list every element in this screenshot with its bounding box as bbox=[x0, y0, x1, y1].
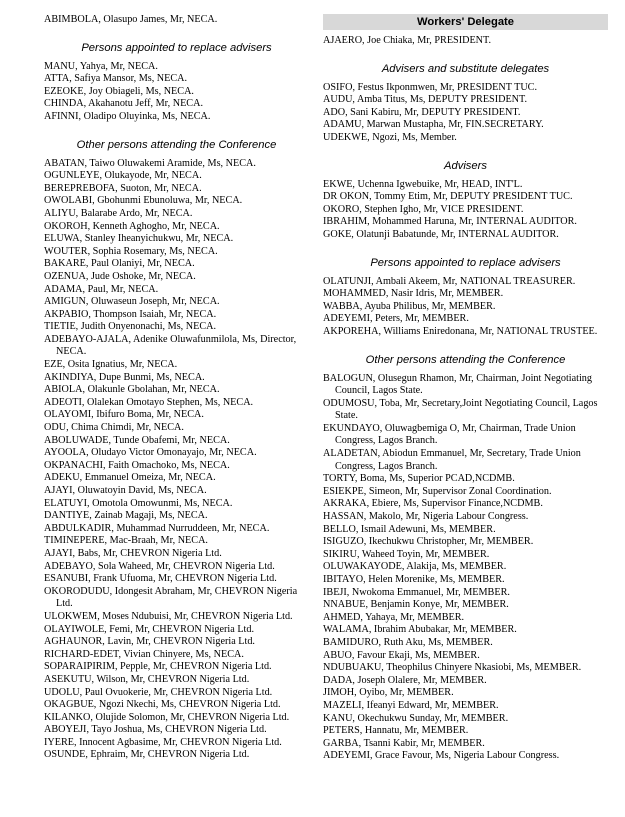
name-entry: KILANKO, Olujide Solomon, Mr, CHEVRON Nigeria Ltd. bbox=[44, 711, 290, 723]
name-entry: EZE, Osita Ignatius, Mr, NECA. bbox=[44, 359, 178, 371]
left-column bbox=[44, 14, 309, 762]
name-entry: ESIEKPE, Simeon, Mr, Supervisor Zonal Coordination. bbox=[323, 485, 552, 497]
name-entry: MAZELI, Ifeanyi Edward, Mr, MEMBER. bbox=[323, 699, 499, 711]
name-entry: WALAMA, Ibrahim Abubakar, Mr, MEMBER. bbox=[323, 624, 517, 636]
name-entry: OGUNLEYE, Olukayode, Mr, NECA. bbox=[44, 170, 202, 182]
right-other-heading: Other persons attending the Conference bbox=[365, 353, 566, 366]
name-entry: ADEKU, Emmanuel Omeiza, Mr, NECA. bbox=[44, 472, 216, 484]
name-entry: ABIOLA, Olakunle Gbolahan, Mr, NECA. bbox=[44, 384, 220, 396]
name-entry: ADEOTI, Olalekan Omotayo Stephen, Ms, NECA. bbox=[44, 396, 254, 408]
name-entry: MOHAMMED, Nasir Idris, Mr, MEMBER. bbox=[323, 288, 504, 300]
name-entry: AJAYI, Oluwatoyin David, Ms, NECA. bbox=[44, 485, 207, 496]
name-entry: ELUWA, Stanley Iheanyichukwu, Mr, NECA. bbox=[44, 233, 234, 245]
name-entry: ADEYEMI, Peters, Mr, MEMBER. bbox=[323, 313, 469, 325]
name-entry: OSUNDE, Ephraim, Mr, CHEVRON Nigeria Ltd. bbox=[44, 749, 250, 761]
name-entry: AGHAUNOR, Lavin, Mr, CHEVRON Nigeria Ltd. bbox=[44, 636, 255, 648]
name-entry: ELATUYI, Omotola Omowunmi, Ms, NECA. bbox=[44, 497, 233, 509]
name-entry: JIMOH, Oyibo, Mr, MEMBER. bbox=[323, 687, 454, 699]
name-entry: OLAYOMI, Ibifuro Boma, Mr, NECA. bbox=[44, 409, 204, 421]
name-entry: ABATAN, Taiwo Oluwakemi Aramide, Ms, NECA. bbox=[44, 157, 256, 169]
name-entry: OLAYIWOLE, Femi, Mr, CHEVRON Nigeria Ltd. bbox=[44, 623, 255, 635]
name-entry: GOKE, Olatunji Babatunde, Mr, INTERNAL AUDITOR. bbox=[323, 228, 559, 240]
name-entry: TORTY, Boma, Ms, Superior PCAD,NCDMB. bbox=[323, 473, 515, 485]
name-entry: BALOGUN, Olusegun Rhamon, Mr, Chairman, Joint Negotiating Council, Lagos State. bbox=[323, 372, 592, 397]
name-entry: OKORODUDU, Idongesit Abraham, Mr, CHEVRON Nigeria Ltd. bbox=[44, 585, 298, 610]
right-replace-heading: Persons appointed to replace advisers bbox=[370, 256, 561, 269]
name-entry: SIKIRU, Waheed Toyin, Mr, MEMBER. bbox=[323, 548, 490, 560]
name-entry: DADA, Joseph Olalere, Mr, MEMBER. bbox=[323, 674, 487, 686]
name-entry: ABOYEJI, Tayo Joshua, Ms, CHEVRON Nigeria Ltd. bbox=[44, 724, 267, 736]
name-entry: OKPANACHI, Faith Omachoko, Ms, NECA. bbox=[44, 459, 230, 471]
name-entry: ADAMA, Paul, Mr, NECA. bbox=[44, 283, 159, 295]
left-replace-list bbox=[44, 61, 309, 124]
left-top-list bbox=[44, 14, 309, 27]
name-entry: BEREPREBOFA, Suoton, Mr, NECA. bbox=[44, 182, 202, 194]
name-entry: OLATUNJI, Ambali Akeem, Mr, NATIONAL TREASURER. bbox=[323, 275, 576, 287]
name-entry: KANU, Okechukwu Sunday, Mr, MEMBER. bbox=[323, 712, 509, 724]
name-entry: PETERS, Hannatu, Mr, MEMBER. bbox=[323, 725, 469, 737]
name-entry: ATTA, Safiya Mansor, Ms, NECA. bbox=[44, 73, 188, 85]
name-entry: AJAYI, Babs, Mr, CHEVRON Nigeria Ltd. bbox=[44, 547, 222, 559]
name-entry: DR OKON, Tommy Etim, Mr, DEPUTY PRESIDENT TUC. bbox=[323, 191, 573, 203]
name-entry: ESANUBI, Frank Ufuoma, Mr, CHEVRON Nigeria Ltd. bbox=[44, 573, 277, 585]
name-entry: TIETIE, Judith Onyenonachi, Ms, NECA. bbox=[44, 321, 217, 333]
right-substitutes-list bbox=[323, 82, 608, 145]
name-entry: ASEKUTU, Wilson, Mr, CHEVRON Nigeria Ltd. bbox=[44, 673, 250, 685]
name-entry: UDEKWE, Ngozi, Ms, Member. bbox=[323, 131, 457, 143]
left-other-list bbox=[44, 158, 309, 763]
name-entry: OZENUA, Jude Oshoke, Mr, NECA. bbox=[44, 270, 196, 282]
name-entry: AYOOLA, Oludayo Victor Omonayajo, Mr, NECA. bbox=[44, 447, 257, 459]
name-entry: IBRAHIM, Mohammed Haruna, Mr, INTERNAL AUDITOR. bbox=[323, 216, 577, 228]
right-advisers-heading: Advisers bbox=[444, 159, 487, 172]
name-entry: BELLO, Ismail Adewuni, Ms, MEMBER. bbox=[323, 523, 496, 535]
name-entry: ABOLUWADE, Tunde Obafemi, Mr, NECA. bbox=[44, 434, 230, 446]
name-entry: OKORO, Stephen Igho, Mr, VICE PRESIDENT. bbox=[323, 203, 524, 215]
name-entry: AFINNI, Oladipo Oluyinka, Ms, NECA. bbox=[44, 110, 211, 122]
name-entry: CHINDA, Akahanotu Jeff, Mr, NECA. bbox=[44, 98, 203, 110]
name-entry: ADEYEMI, Grace Favour, Ms, Nigeria Labour Congress. bbox=[323, 750, 560, 762]
name-entry: WABBA, Ayuba Philibus, Mr, MEMBER. bbox=[323, 300, 496, 312]
name-entry: TIMINEPERE, Mac-Braah, Mr, NECA. bbox=[44, 535, 208, 547]
name-entry: AKINDIYA, Dupe Bunmi, Ms, NECA. bbox=[44, 371, 205, 383]
name-entry: ADEBAYO, Sola Waheed, Mr, CHEVRON Nigeria Ltd. bbox=[44, 560, 275, 572]
right-advisers-list bbox=[323, 179, 608, 242]
name-entry: AJAERO, Joe Chiaka, Mr, PRESIDENT. bbox=[323, 35, 492, 46]
name-entry: WOUTER, Sophia Rosemary, Ms, NECA. bbox=[44, 245, 218, 257]
name-entry: BAMIDURO, Ruth Aku, Ms, MEMBER. bbox=[323, 636, 493, 648]
right-delegate-list bbox=[323, 35, 608, 48]
name-entry: OLUWAKAYODE, Alakija, Ms, MEMBER. bbox=[323, 561, 507, 573]
workers-delegate-title: Workers' Delegate bbox=[323, 14, 608, 30]
name-entry: ALADETAN, Abiodun Emmanuel, Mr, Secretary, Trade Union Congress, Lagos Branch. bbox=[323, 448, 581, 472]
name-entry: ABDULKADIR, Muhammad Nurruddeen, Mr, NECA. bbox=[44, 522, 270, 534]
left-replace-heading: Persons appointed to replace advisers bbox=[81, 41, 272, 54]
name-entry: UDOLU, Paul Ovuokerie, Mr, CHEVRON Nigeria Ltd. bbox=[44, 686, 273, 698]
name-entry: ADEBAYO-AJALA, Adenike Oluwafunmilola, Ms, Director, NECA. bbox=[44, 333, 297, 358]
right-substitutes-heading: Advisers and substitute delegates bbox=[381, 62, 550, 75]
name-entry: DANTIYE, Zainab Magaji, Ms, NECA. bbox=[44, 510, 208, 522]
name-entry: AKPOREHA, Williams Eniredonana, Mr, NATIONAL TRUSTEE. bbox=[323, 325, 598, 337]
name-entry: HASSAN, Makolo, Mr, Nigeria Labour Congress. bbox=[323, 511, 529, 523]
name-entry: AMIGUN, Oluwaseun Joseph, Mr, NECA. bbox=[44, 296, 220, 308]
name-entry: OWOLABI, Gbohunmi Ebunoluwa, Mr, NECA. bbox=[44, 195, 243, 207]
right-replace-list bbox=[323, 276, 608, 339]
name-entry: NDUBUAKU, Theophilus Chinyere Nkasiobi, Ms, MEMBER. bbox=[323, 662, 582, 674]
name-entry: AKPABIO, Thompson Isaiah, Mr, NECA. bbox=[44, 308, 217, 320]
name-entry: IYERE, Innocent Agbasime, Mr, CHEVRON Nigeria Ltd. bbox=[44, 736, 282, 748]
name-entry: AHMED, Yahaya, Mr, MEMBER. bbox=[323, 611, 465, 623]
right-column bbox=[323, 14, 608, 763]
right-other-list bbox=[323, 373, 608, 763]
name-entry: ADAMU, Marwan Mustapha, Mr, FIN.SECRETARY. bbox=[323, 119, 544, 131]
name-entry: ALIYU, Balarabe Ardo, Mr, NECA. bbox=[44, 207, 193, 219]
name-entry: ULOKWEM, Moses Ndubuisi, Mr, CHEVRON Nigeria Ltd. bbox=[44, 610, 293, 622]
name-entry: RICHARD-EDET, Vivian Chinyere, Ms, NECA. bbox=[44, 648, 244, 660]
name-entry: GARBA, Tsanni Kabir, Mr, MEMBER. bbox=[323, 737, 485, 749]
name-entry: AKRAKA, Ebiere, Ms, Supervisor Finance,NCDMB. bbox=[323, 498, 543, 510]
name-entry: OKAGBUE, Ngozi Nkechi, Ms, CHEVRON Nigeria Ltd. bbox=[44, 699, 281, 711]
name-entry: ODUMOSU, Toba, Mr, Secretary,Joint Negotiating Council, Lagos State. bbox=[323, 397, 598, 422]
name-entry: MANU, Yahya, Mr, NECA. bbox=[44, 60, 158, 72]
name-entry: SOPARAIPIRIM, Pepple, Mr, CHEVRON Nigeria Ltd. bbox=[44, 661, 272, 673]
name-entry: ABIMBOLA, Olasupo James, Mr, NECA. bbox=[44, 14, 218, 25]
name-entry: BAKARE, Paul Olaniyi, Mr, NECA. bbox=[44, 258, 195, 270]
name-entry: ISIGUZO, Ikechukwu Christopher, Mr, MEMBER. bbox=[323, 536, 534, 548]
name-entry: OKOROH, Kenneth Aghogho, Mr, NECA. bbox=[44, 220, 220, 232]
name-entry: IBEJI, Nwokoma Emmanuel, Mr, MEMBER. bbox=[323, 586, 510, 598]
name-entry: IBITAYO, Helen Morenike, Ms, MEMBER. bbox=[323, 574, 505, 585]
name-entry: ODU, Chima Chimdi, Mr, NECA. bbox=[44, 422, 184, 434]
name-entry: NNABUE, Benjamin Konye, Mr, MEMBER. bbox=[323, 599, 509, 611]
name-entry: OSIFO, Festus Ikponmwen, Mr, PRESIDENT TUC. bbox=[323, 81, 538, 93]
name-entry: EZEOKE, Joy Obiageli, Ms, NECA. bbox=[44, 85, 194, 97]
name-entry: AUDU, Amba Titus, Ms, DEPUTY PRESIDENT. bbox=[323, 94, 528, 106]
name-entry: ADO, Sani Kabiru, Mr, DEPUTY PRESIDENT. bbox=[323, 106, 521, 118]
left-other-heading: Other persons attending the Conference bbox=[76, 138, 277, 151]
name-entry: EKUNDAYO, Oluwagbemiga O, Mr, Chairman, Trade Union Congress, Lagos Branch. bbox=[323, 422, 576, 447]
name-entry: ABUO, Favour Ekaji, Ms, MEMBER. bbox=[323, 649, 480, 661]
name-entry: EKWE, Uchenna Igwebuike, Mr, HEAD, INT'L. bbox=[323, 178, 523, 190]
